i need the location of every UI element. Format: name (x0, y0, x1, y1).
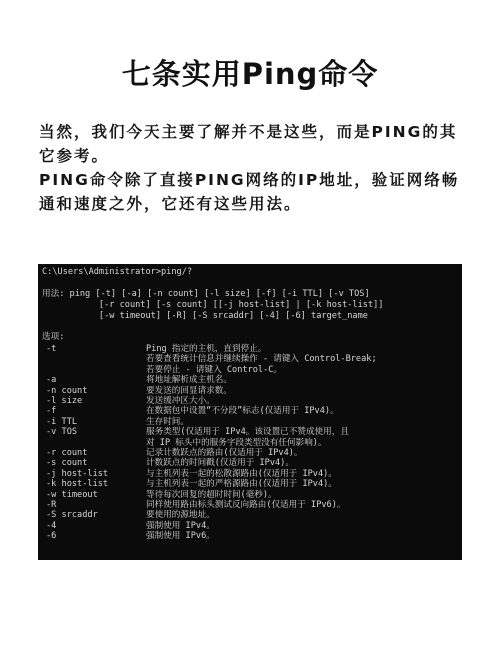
option-flag: -R (46, 500, 57, 510)
option-description: 强制使用 IPv6。 (146, 531, 215, 542)
option-row (38, 406, 462, 416)
option-description: 发送缓冲区大小。 (146, 396, 215, 406)
option-description: 计数跃点的时间戳(仅适用于 IPv4)。 (146, 458, 294, 469)
option-description: 在数据包中设置“不分段”标志(仅适用于 IPv4)。 (146, 406, 339, 417)
option-row (38, 417, 462, 427)
intro-paragraph-2: PING命令除了直接PING网络的IP地址，验证网络畅通和速度之外，它还有这些用法。 (39, 171, 460, 213)
usage-line-1: 用法: ping [-t] [-a] [-n count] [-l size] [-f] [-i TTL] [-v TOS] (42, 289, 370, 299)
command-prompt: C:\Users\Administrator>ping/? (42, 267, 193, 277)
option-row (38, 375, 462, 385)
option-flag: -v TOS (46, 427, 78, 438)
option-flag: -l size (46, 396, 83, 406)
intro-paragraph-1: 当然，我们今天主要了解并不是这些，而是PING的其它参考。 (39, 123, 458, 165)
option-row (38, 479, 462, 489)
usage-line-2: [-r count] [-s count] [[-j host-list] | [-k host-list]] (42, 300, 384, 310)
option-description: 等待每次回复的超时时间(毫秒)。 (146, 489, 277, 500)
options-header: 选项: (42, 332, 65, 342)
option-flag: -r count (46, 448, 88, 458)
option-description: 记录计数跃点的路由(仅适用于 IPv4)。 (146, 448, 303, 458)
intro-text (39, 120, 469, 216)
option-description: 若要查看统计信息并继续操作 - 请键入 Control-Break; (146, 354, 377, 365)
option-row (38, 458, 462, 468)
page-title: 七条实用Ping命令 (121, 57, 379, 91)
option-description: 要使用的源地址。 (146, 510, 215, 521)
option-flag: -4 (46, 520, 57, 531)
option-flag: -n count (46, 385, 88, 396)
option-description: 与主机列表一起的严格源路由(仅适用于 IPv4)。 (146, 479, 337, 490)
option-description: 强制使用 IPv4。 (146, 520, 215, 531)
option-row (38, 510, 462, 520)
option-description: 生存时间。 (146, 416, 189, 427)
option-row (38, 344, 462, 375)
option-description: 与主机列表一起的松散源路由(仅适用于 IPv4)。 (146, 468, 337, 479)
option-description: 服务类型(仅适用于 IPv4。该设置已不赞成使用，且 (146, 427, 349, 438)
option-row (38, 396, 462, 406)
option-flag: -j host-list (46, 468, 109, 479)
option-flag: -s count (46, 458, 88, 469)
option-description: 将地址解析成主机名。 (146, 375, 232, 386)
option-row (38, 531, 462, 541)
option-description: 若要停止 - 请键入 Control-C。 (146, 364, 283, 375)
terminal-screenshot (38, 264, 462, 560)
option-row (38, 469, 462, 479)
option-row (38, 500, 462, 510)
option-row (38, 490, 462, 500)
option-flag: -t (46, 344, 57, 354)
option-description: Ping 指定的主机，直到停止。 (146, 344, 267, 354)
option-description: 要发送的回显请求数。 (146, 385, 232, 396)
option-description: 对 IP 标头中的服务字段类型没有任何影响)。 (146, 437, 327, 448)
option-flag: -a (46, 375, 57, 386)
option-flag: -6 (46, 531, 57, 542)
option-row (38, 448, 462, 458)
option-flag: -k host-list (46, 479, 109, 490)
option-row (38, 386, 462, 396)
option-row (38, 427, 462, 448)
usage-line-3: [-w timeout] [-R] [-S srcaddr] [-4] [-6] target_name (42, 311, 368, 321)
option-description: 同样使用路由标头测试反向路由(仅适用于 IPv6)。 (146, 500, 346, 510)
option-row (38, 521, 462, 531)
option-flag: -w timeout (46, 489, 98, 500)
option-flag: -i TTL (46, 416, 78, 427)
option-flag: -S srcaddr (46, 510, 98, 521)
option-flag: -f (46, 406, 57, 417)
